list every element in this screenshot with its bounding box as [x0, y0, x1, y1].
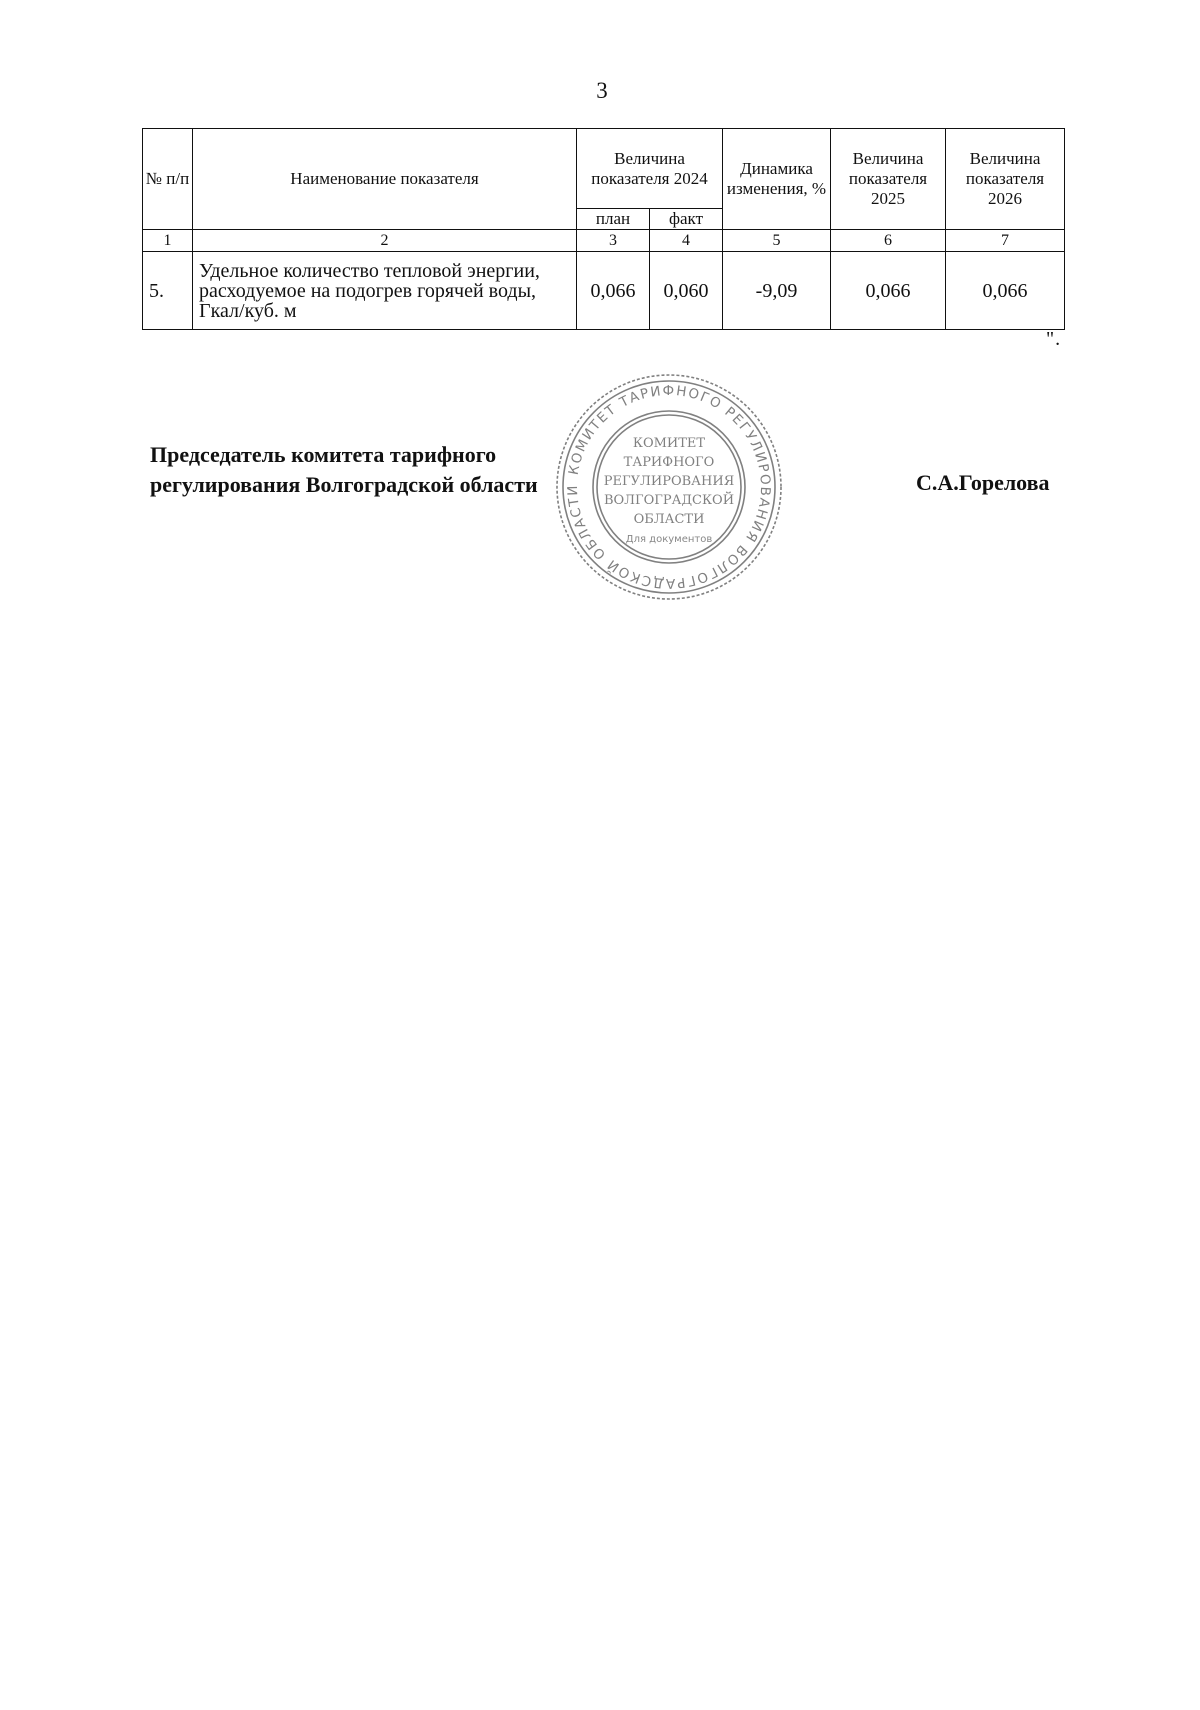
closing-quote: ".	[1046, 328, 1062, 350]
header-name: Наименование показателя	[193, 129, 577, 230]
table-row	[143, 252, 1065, 330]
signatory-title-line1: Председатель комитета тарифного	[150, 442, 497, 467]
seal-bottom-text: Для документов	[625, 534, 713, 545]
signatory-title-line2: регулирования Волгоградской области	[150, 472, 538, 497]
header-fact: факт	[650, 209, 723, 230]
header-value-2025: Величина показателя 2025	[831, 129, 946, 230]
page-number: 3	[596, 78, 608, 103]
indicator-name: Удельное количество тепловой энергии, расходуемое на подогрев горячей воды, Гкал/куб. м	[193, 252, 577, 330]
indicators-table	[142, 128, 1065, 330]
column-number: 1	[143, 230, 193, 252]
header-plan: план	[577, 209, 650, 230]
seal-inner-text: КОМИТЕТ ТАРИФНОГО РЕГУЛИРОВАНИЯ ВОЛГОГРАДСКОЙ ОБЛАСТИ	[603, 436, 735, 527]
row-number: 5.	[143, 252, 193, 330]
plan-2024-value: 0,066	[577, 252, 650, 330]
header-value-2024: Величина показателя 2024	[577, 129, 723, 209]
table-header-row	[143, 129, 1065, 209]
column-number: 4	[650, 230, 723, 252]
seal-outer-text: КОМИТЕТ ТАРИФНОГО РЕГУЛИРОВАНИЯ ВОЛГОГРАДСКОЙ ОБЛАСТИ	[564, 382, 774, 592]
column-number: 6	[831, 230, 946, 252]
column-number: 3	[577, 230, 650, 252]
signatory-title	[150, 440, 538, 500]
header-value-2026: Величина показателя 2026	[946, 129, 1065, 230]
fact-2024-value: 0,060	[650, 252, 723, 330]
column-number: 5	[723, 230, 831, 252]
column-numbers-row	[143, 230, 1065, 252]
value-2026: 0,066	[946, 252, 1065, 330]
official-seal-stamp	[554, 372, 784, 602]
signatory-name: С.А.Горелова	[916, 470, 1050, 495]
dynamics-value: -9,09	[723, 252, 831, 330]
header-dynamics: Динамика изменения, %	[723, 129, 831, 230]
column-number: 7	[946, 230, 1065, 252]
header-num: № п/п	[143, 129, 193, 230]
column-number: 2	[193, 230, 577, 252]
value-2025: 0,066	[831, 252, 946, 330]
